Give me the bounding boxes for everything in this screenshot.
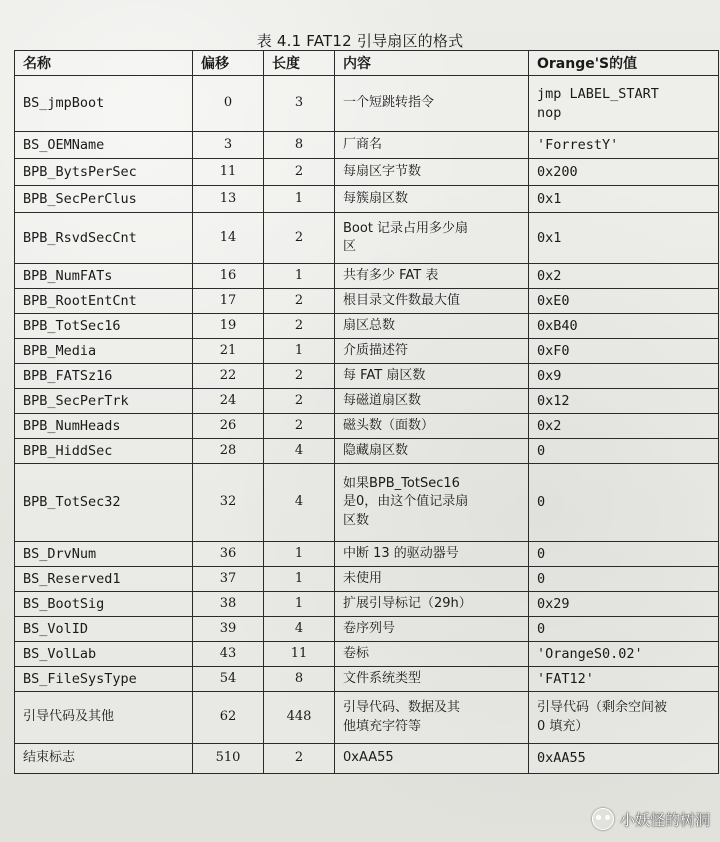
field-length: 1 bbox=[264, 542, 335, 567]
field-name: BS_OEMName bbox=[15, 132, 193, 159]
table-row bbox=[15, 567, 719, 592]
table-row bbox=[15, 364, 719, 389]
field-value: 0x200 bbox=[529, 159, 719, 186]
header-value: Orange'S的值 bbox=[529, 51, 719, 76]
field-value: 0x1 bbox=[529, 186, 719, 213]
table-row bbox=[15, 132, 719, 159]
field-length: 2 bbox=[264, 364, 335, 389]
header-offset: 偏移 bbox=[193, 51, 264, 76]
field-length: 2 bbox=[264, 213, 335, 264]
table-row bbox=[15, 414, 719, 439]
field-content: 每扇区字节数 bbox=[335, 159, 529, 186]
field-value: 0xF0 bbox=[529, 339, 719, 364]
field-content: 如果BPB_TotSec16 是0，由这个值记录扇 区数 bbox=[335, 464, 529, 542]
field-length: 2 bbox=[264, 414, 335, 439]
field-offset: 24 bbox=[193, 389, 264, 414]
field-offset: 16 bbox=[193, 264, 264, 289]
table-row bbox=[15, 186, 719, 213]
table-caption: 表 4.1 FAT12 引导扇区的格式 bbox=[256, 32, 464, 50]
field-content: 文件系统类型 bbox=[335, 667, 529, 692]
field-offset: 36 bbox=[193, 542, 264, 567]
field-offset: 43 bbox=[193, 642, 264, 667]
field-value: 'FAT12' bbox=[529, 667, 719, 692]
field-offset: 14 bbox=[193, 213, 264, 264]
field-content: 卷序列号 bbox=[335, 617, 529, 642]
table-row bbox=[15, 159, 719, 186]
field-value: jmp LABEL_START nop bbox=[529, 76, 719, 132]
field-length: 2 bbox=[264, 159, 335, 186]
table-row bbox=[15, 439, 719, 464]
table-row bbox=[15, 264, 719, 289]
field-length: 4 bbox=[264, 617, 335, 642]
field-value: 0x12 bbox=[529, 389, 719, 414]
field-content: 扩展引导标记（29h） bbox=[335, 592, 529, 617]
field-offset: 22 bbox=[193, 364, 264, 389]
field-content: 隐藏扇区数 bbox=[335, 439, 529, 464]
field-length: 1 bbox=[264, 592, 335, 617]
field-content: 磁头数（面数） bbox=[335, 414, 529, 439]
field-content: 介质描述符 bbox=[335, 339, 529, 364]
field-content: 引导代码、数据及其 他填充字符等 bbox=[335, 692, 529, 744]
field-length: 1 bbox=[264, 339, 335, 364]
field-content: 0xAA55 bbox=[335, 744, 529, 774]
field-value: 0xE0 bbox=[529, 289, 719, 314]
field-value: 0x2 bbox=[529, 414, 719, 439]
watermark bbox=[592, 808, 710, 830]
field-content: 中断 13 的驱动器号 bbox=[335, 542, 529, 567]
field-offset: 28 bbox=[193, 439, 264, 464]
field-name: BS_jmpBoot bbox=[15, 76, 193, 132]
field-length: 2 bbox=[264, 744, 335, 774]
field-content: 每 FAT 扇区数 bbox=[335, 364, 529, 389]
header-content: 内容 bbox=[335, 51, 529, 76]
field-offset: 510 bbox=[193, 744, 264, 774]
field-content: 共有多少 FAT 表 bbox=[335, 264, 529, 289]
field-offset: 37 bbox=[193, 567, 264, 592]
field-value: 0x29 bbox=[529, 592, 719, 617]
field-name: BS_FileSysType bbox=[15, 667, 193, 692]
field-length: 11 bbox=[264, 642, 335, 667]
field-content: 未使用 bbox=[335, 567, 529, 592]
field-content: Boot 记录占用多少扇 区 bbox=[335, 213, 529, 264]
field-offset: 11 bbox=[193, 159, 264, 186]
field-offset: 54 bbox=[193, 667, 264, 692]
table-row bbox=[15, 692, 719, 744]
field-name: BS_Reserved1 bbox=[15, 567, 193, 592]
field-name: BPB_NumHeads bbox=[15, 414, 193, 439]
field-length: 448 bbox=[264, 692, 335, 744]
table-row bbox=[15, 542, 719, 567]
field-value: 'ForrestY' bbox=[529, 132, 719, 159]
table-row bbox=[15, 642, 719, 667]
field-length: 2 bbox=[264, 314, 335, 339]
table-row bbox=[15, 389, 719, 414]
field-value: 0 bbox=[529, 567, 719, 592]
field-length: 4 bbox=[264, 439, 335, 464]
table-row bbox=[15, 592, 719, 617]
field-length: 1 bbox=[264, 186, 335, 213]
field-name: 结束标志 bbox=[15, 744, 193, 774]
field-content: 每簇扇区数 bbox=[335, 186, 529, 213]
field-length: 2 bbox=[264, 389, 335, 414]
field-value: 'OrangeS0.02' bbox=[529, 642, 719, 667]
table-row bbox=[15, 744, 719, 774]
field-name: BPB_BytsPerSec bbox=[15, 159, 193, 186]
field-length: 8 bbox=[264, 667, 335, 692]
table-header-row bbox=[15, 51, 719, 76]
field-offset: 13 bbox=[193, 186, 264, 213]
field-content: 扇区总数 bbox=[335, 314, 529, 339]
field-offset: 38 bbox=[193, 592, 264, 617]
field-content: 一个短跳转指令 bbox=[335, 76, 529, 132]
field-offset: 21 bbox=[193, 339, 264, 364]
field-name: BPB_SecPerClus bbox=[15, 186, 193, 213]
field-offset: 0 bbox=[193, 76, 264, 132]
field-name: BPB_SecPerTrk bbox=[15, 389, 193, 414]
field-offset: 32 bbox=[193, 464, 264, 542]
field-content: 厂商名 bbox=[335, 132, 529, 159]
field-length: 3 bbox=[264, 76, 335, 132]
field-offset: 17 bbox=[193, 289, 264, 314]
header-length: 长度 bbox=[264, 51, 335, 76]
field-value: 0x9 bbox=[529, 364, 719, 389]
field-value: 0 bbox=[529, 542, 719, 567]
field-name: BS_BootSig bbox=[15, 592, 193, 617]
table-row bbox=[15, 617, 719, 642]
field-length: 4 bbox=[264, 464, 335, 542]
field-name: BPB_NumFATs bbox=[15, 264, 193, 289]
field-name: BPB_FATSz16 bbox=[15, 364, 193, 389]
field-offset: 39 bbox=[193, 617, 264, 642]
table-row bbox=[15, 464, 719, 542]
field-value: 0x2 bbox=[529, 264, 719, 289]
field-name: BPB_HiddSec bbox=[15, 439, 193, 464]
wechat-icon bbox=[592, 808, 614, 830]
header-name: 名称 bbox=[15, 51, 193, 76]
field-name: BPB_RsvdSecCnt bbox=[15, 213, 193, 264]
field-name: BPB_Media bbox=[15, 339, 193, 364]
field-length: 1 bbox=[264, 567, 335, 592]
field-offset: 62 bbox=[193, 692, 264, 744]
field-value: 引导代码（剩余空间被 0 填充） bbox=[529, 692, 719, 744]
field-value: 0 bbox=[529, 439, 719, 464]
field-offset: 3 bbox=[193, 132, 264, 159]
field-name: BPB_TotSec32 bbox=[15, 464, 193, 542]
table-row bbox=[15, 314, 719, 339]
field-content: 每磁道扇区数 bbox=[335, 389, 529, 414]
field-value: 0xB40 bbox=[529, 314, 719, 339]
field-offset: 19 bbox=[193, 314, 264, 339]
field-content: 根目录文件数最大值 bbox=[335, 289, 529, 314]
field-offset: 26 bbox=[193, 414, 264, 439]
field-name: BPB_TotSec16 bbox=[15, 314, 193, 339]
field-value: 0 bbox=[529, 464, 719, 542]
field-name: BS_DrvNum bbox=[15, 542, 193, 567]
field-name: BS_VolLab bbox=[15, 642, 193, 667]
field-name: 引导代码及其他 bbox=[15, 692, 193, 744]
field-content: 卷标 bbox=[335, 642, 529, 667]
field-value: 0x1 bbox=[529, 213, 719, 264]
table-row bbox=[15, 289, 719, 314]
table-row bbox=[15, 76, 719, 132]
field-length: 8 bbox=[264, 132, 335, 159]
table-row bbox=[15, 667, 719, 692]
field-length: 2 bbox=[264, 289, 335, 314]
table-row bbox=[15, 339, 719, 364]
table-row bbox=[15, 213, 719, 264]
field-length: 1 bbox=[264, 264, 335, 289]
field-name: BS_VolID bbox=[15, 617, 193, 642]
field-value: 0 bbox=[529, 617, 719, 642]
field-value: 0xAA55 bbox=[529, 744, 719, 774]
field-name: BPB_RootEntCnt bbox=[15, 289, 193, 314]
watermark-text: 小妖怪的树洞 bbox=[619, 810, 710, 829]
fat12-boot-sector-table bbox=[14, 50, 719, 774]
